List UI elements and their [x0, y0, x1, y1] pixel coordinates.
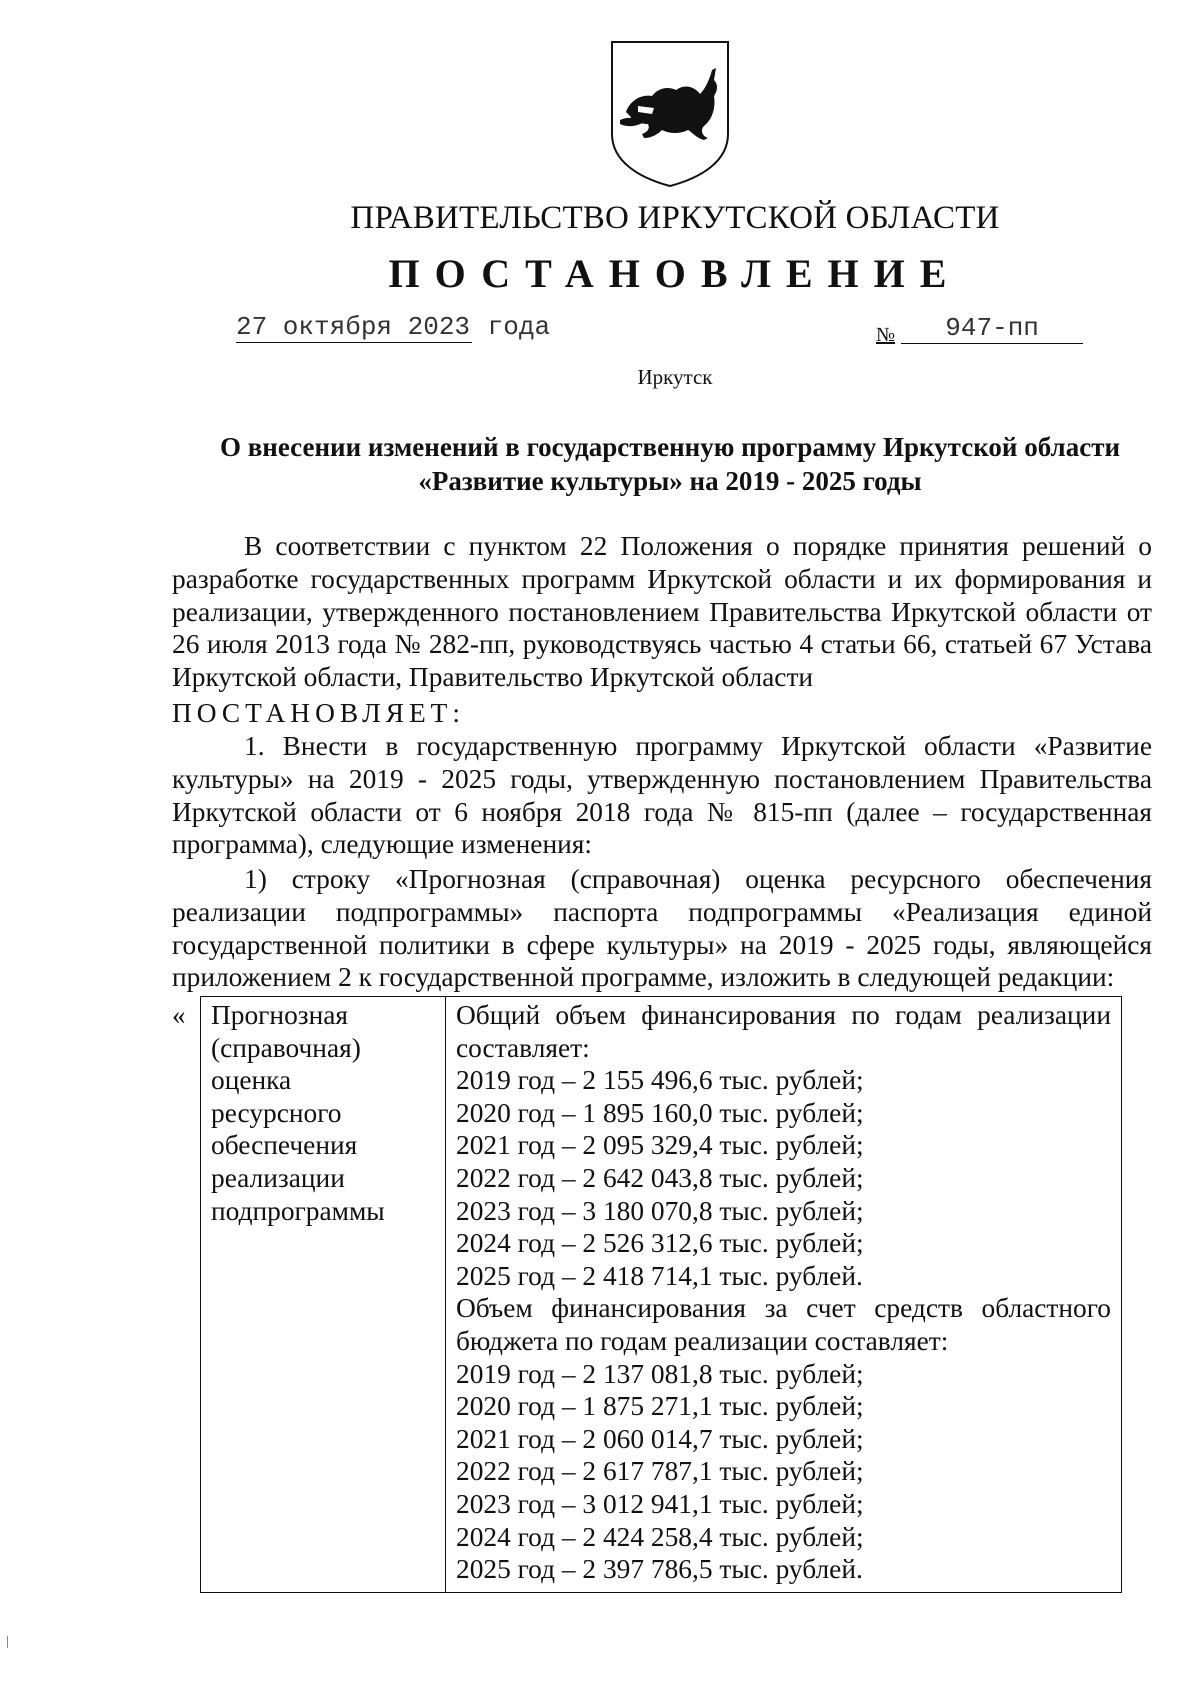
regional-funding-heading: Объем финансирования за счет средств областного бюджета по годам реализации составляет: — [456, 1293, 1111, 1356]
row-label-line: ресурсного — [211, 1097, 342, 1128]
total-funding-item: 2023 год – 3 180 070,8 тыс. рублей; — [456, 1195, 864, 1226]
regional-funding-item: 2020 год – 1 875 271,1 тыс. рублей; — [456, 1391, 864, 1422]
subject-line-1: О внесении изменений в государственную программу Иркутской области — [219, 432, 1121, 462]
funding-cell — [446, 997, 1122, 1593]
open-quote: « — [172, 1000, 186, 1030]
preamble-paragraph: В соответствии с пунктом 22 Положения о порядке принятия решений о разработке государственных программ Иркутской области и их формирования и реализации, утвержденного постановлением Правительства Иркутской области от 26 июля 2013 года № 282-пп, руководствуясь частью 4 статьи 66, статьей 67 Устава Иркутской области, Правительство Иркутской области — [172, 531, 1152, 693]
total-funding-item: 2021 год – 2 095 329,4 тыс. рублей; — [456, 1130, 864, 1161]
number-value: 947-пп — [901, 313, 1083, 344]
regional-funding-item: 2019 год – 2 137 081,8 тыс. рублей; — [456, 1358, 864, 1389]
regional-funding-item: 2023 год – 3 012 941,1 тыс. рублей; — [456, 1488, 864, 1519]
scan-artifact — [7, 1636, 8, 1648]
subject-line-2: «Развитие культуры» на 2019 - 2025 годы — [418, 466, 922, 496]
row-label-line: реализации — [211, 1162, 345, 1193]
date-value: 27 октября 2023 — [236, 312, 471, 342]
government-name: ПРАВИТЕЛЬСТВО ИРКУТСКОЙ ОБЛАСТИ — [350, 200, 1000, 236]
clause-1-1-paragraph: 1) строку «Прогнозная (справочная) оценка ресурсного обеспечения реализации подпрограммы» паспорта подпрограммы «Реализация единой государственной политики в сфере культуры» на 2019 - 2025 годы, являющейся приложением 2 к государственной программе, изложить в следующей редакции: — [172, 864, 1152, 993]
regional-funding-item: 2025 год – 2 397 786,5 тыс. рублей. — [456, 1554, 863, 1585]
row-label-line: оценка — [211, 1065, 292, 1096]
table-row — [201, 997, 1122, 1593]
total-funding-item: 2022 год – 2 642 043,8 тыс. рублей; — [456, 1162, 864, 1193]
document-subject — [170, 430, 1170, 498]
passport-table — [200, 996, 1122, 1593]
total-funding-item: 2025 год – 2 418 714,1 тыс. рублей. — [456, 1260, 863, 1291]
regional-funding-item: 2021 год – 2 060 014,7 тыс. рублей; — [456, 1423, 864, 1454]
total-funding-item: 2024 год – 2 526 312,6 тыс. рублей; — [456, 1228, 864, 1259]
regional-funding-item: 2022 год – 2 617 787,1 тыс. рублей; — [456, 1456, 864, 1487]
row-label-line: обеспечения — [211, 1130, 358, 1161]
coat-of-arms-icon — [608, 38, 732, 188]
row-label-line: Прогнозная — [211, 1000, 348, 1030]
row-label-line: подпрограммы — [211, 1195, 385, 1226]
row-label-line: (справочная) — [211, 1032, 361, 1063]
regional-funding-item: 2024 год – 2 424 258,4 тыс. рублей; — [456, 1521, 864, 1552]
total-funding-item: 2020 год – 1 895 160,0 тыс. рублей; — [456, 1097, 864, 1128]
resolves-heading: ПОСТАНОВЛЯЕТ: — [172, 698, 466, 728]
clause-1-paragraph: 1. Внести в государственную программу Иркутской области «Развитие культуры» на 2019 - 2025 годы, утвержденную постановлением Правительства Иркутской области от 6 ноября 2018 года № 815-пп (далее – государственная программа), следующие изменения: — [172, 731, 1152, 860]
row-label-cell — [201, 997, 446, 1593]
document-date — [236, 312, 550, 343]
document-type-title: ПОСТАНОВЛЕНИЕ — [388, 251, 962, 296]
city-name: Иркутск — [637, 365, 713, 389]
total-funding-item: 2019 год – 2 155 496,6 тыс. рублей; — [456, 1065, 864, 1096]
document-number — [876, 312, 1083, 347]
date-suffix: года — [487, 312, 551, 342]
number-sign: № — [876, 324, 896, 346]
total-funding-heading: Общий объем финансирования по годам реализации составляет: — [456, 1000, 1111, 1063]
